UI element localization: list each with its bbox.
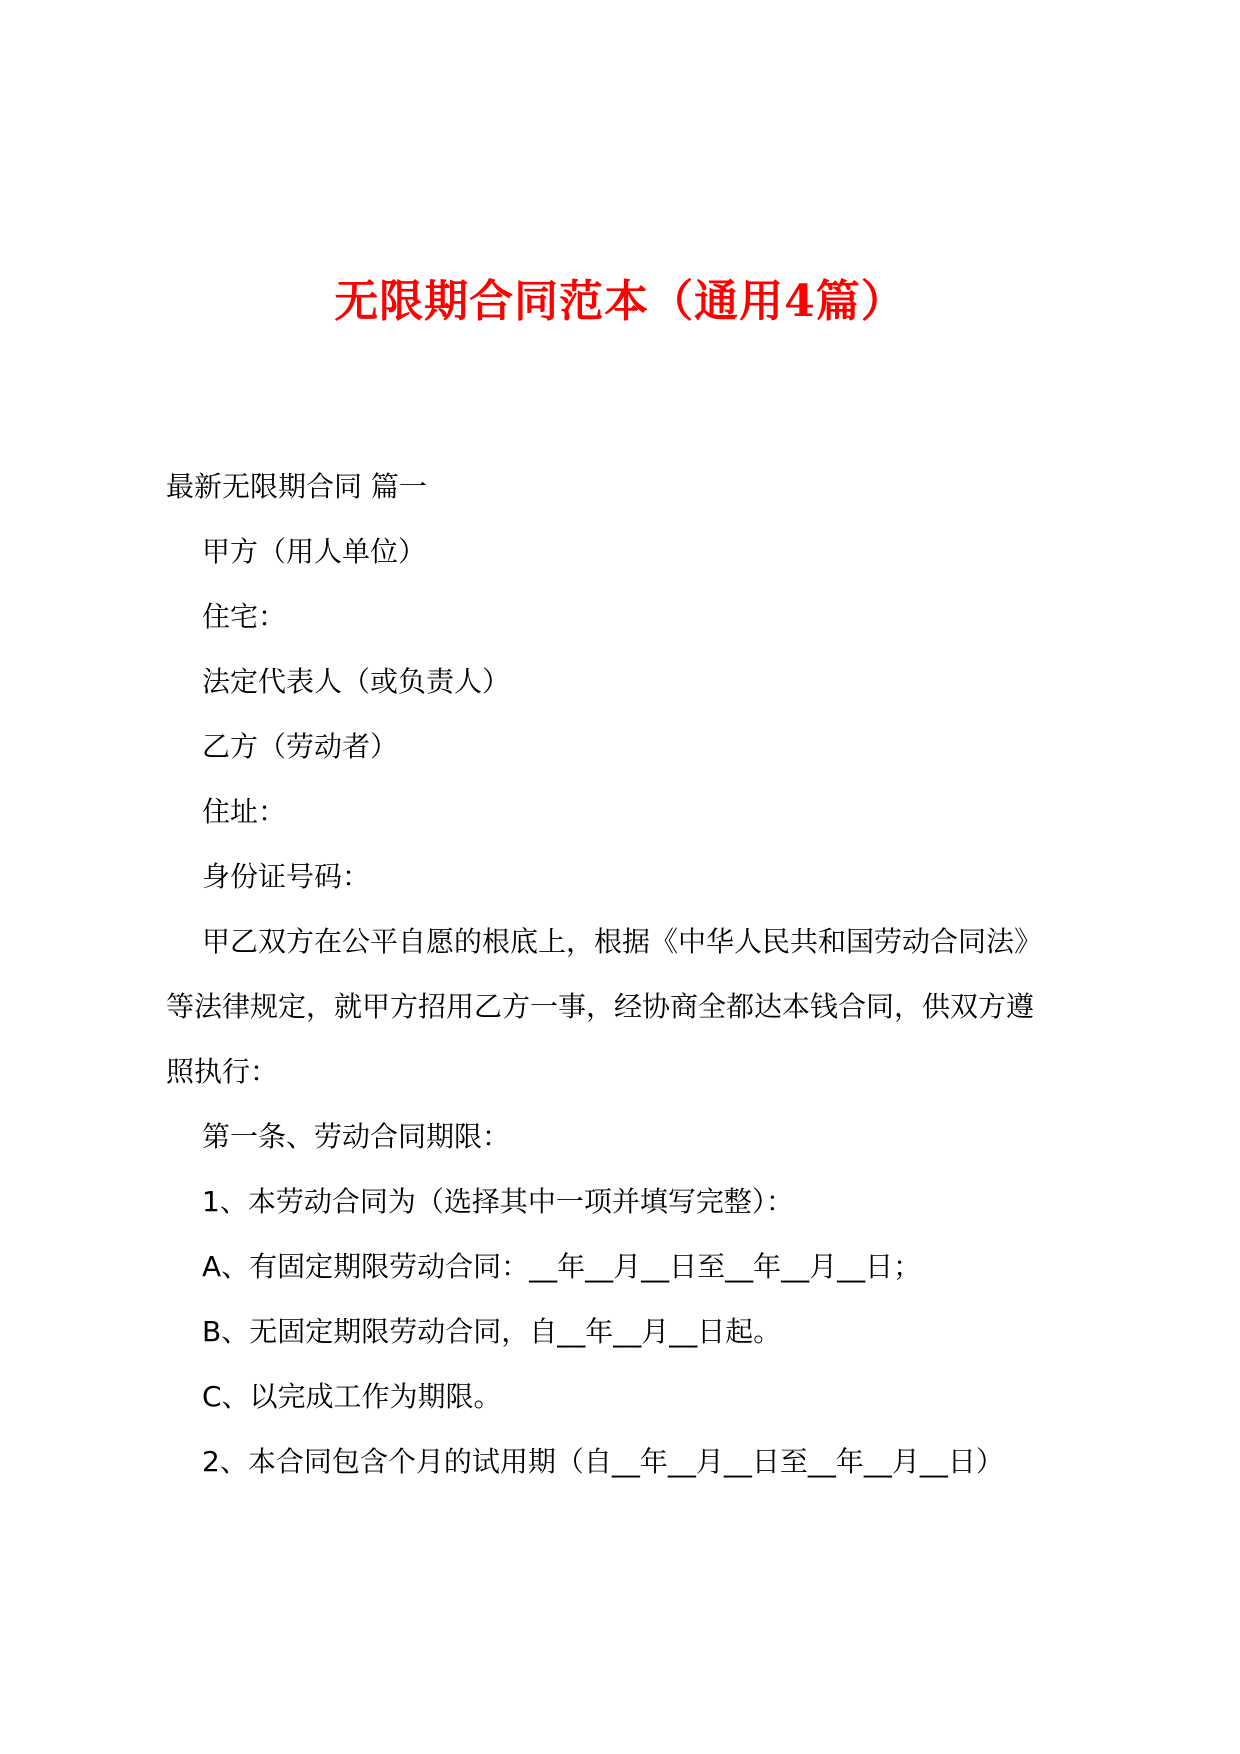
- paragraph-line: 甲方（用人单位）: [202, 535, 427, 568]
- paragraph-line: 第一条、劳动合同期限：: [202, 1120, 511, 1153]
- paragraph-line: C、以完成工作为期限。: [202, 1380, 502, 1413]
- paragraph-line: 乙方（劳动者）: [202, 730, 399, 763]
- paragraph-line: 住址：: [202, 795, 287, 828]
- document-body: [166, 454, 1096, 1494]
- paragraph-line: 照执行：: [166, 1055, 279, 1088]
- section-heading: 最新无限期合同 篇一: [166, 470, 427, 503]
- paragraph-line: 甲乙双方在公平自愿的根底上，根据《中华人民共和国劳动合同法》: [202, 925, 1043, 958]
- paragraph-line: A、有固定期限劳动合同：__年__月__日至__年__月__日；: [202, 1250, 922, 1283]
- paragraph-line: 2、本合同包含个月的试用期（自__年__月__日至__年__月__日）: [202, 1445, 1004, 1478]
- paragraph-line: 住宅：: [202, 600, 287, 633]
- paragraph-line: 1、本劳动合同为（选择其中一项并填写完整）：: [202, 1185, 794, 1218]
- paragraph-line: B、无固定期限劳动合同，自__年__月__日起。: [202, 1315, 782, 1348]
- paragraph-line: 等法律规定，就甲方招用乙方一事，经协商全都达本钱合同，供双方遵: [166, 990, 1035, 1023]
- paragraph-line: 法定代表人（或负责人）: [202, 665, 511, 698]
- paragraph-line: 身份证号码：: [202, 860, 371, 893]
- document-title: 无限期合同范本（通用4篇）: [334, 276, 906, 327]
